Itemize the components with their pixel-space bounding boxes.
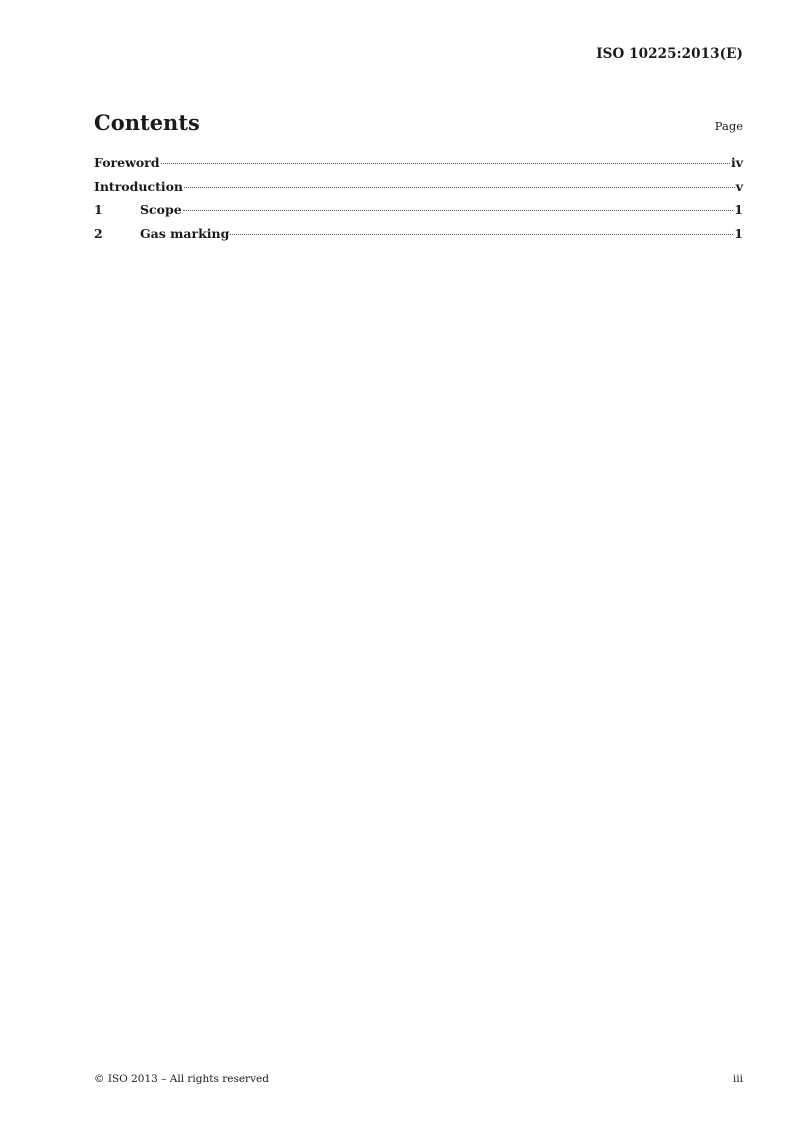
toc-entry-page[interactable]: 1	[734, 225, 743, 241]
page-column-label: Page	[714, 119, 743, 133]
toc-entry-title[interactable]: Introduction	[94, 178, 184, 194]
toc-leader-dots	[183, 210, 734, 211]
document-id: ISO 10225:2013(E)	[596, 46, 743, 62]
toc-leader-dots	[230, 234, 733, 235]
toc-entry-number: 1	[94, 202, 103, 217]
toc-entry-title[interactable]: Foreword	[94, 155, 160, 170]
toc-entry-title[interactable]: Gas marking	[140, 225, 230, 241]
toc-leader-dots	[184, 187, 735, 188]
toc-entry-gas-marking[interactable]	[94, 226, 743, 250]
copyright-notice: © ISO 2013 – All rights reserved	[94, 1073, 269, 1085]
toc-entry-page[interactable]: 1	[734, 202, 743, 217]
footer-page-number: iii	[732, 1073, 743, 1085]
toc-entry-number: 2	[94, 225, 103, 241]
toc-entry-title[interactable]: Scope	[140, 202, 182, 217]
toc-entry-page[interactable]: v	[735, 178, 743, 194]
toc-entry-scope[interactable]	[94, 202, 743, 226]
toc-entry-introduction[interactable]	[94, 179, 743, 203]
contents-heading: Contents	[94, 110, 200, 135]
toc-leader-dots	[161, 163, 730, 164]
toc-entry-foreword[interactable]	[94, 155, 743, 179]
toc-entry-page[interactable]: iv	[730, 155, 743, 170]
table-of-contents	[94, 155, 743, 249]
